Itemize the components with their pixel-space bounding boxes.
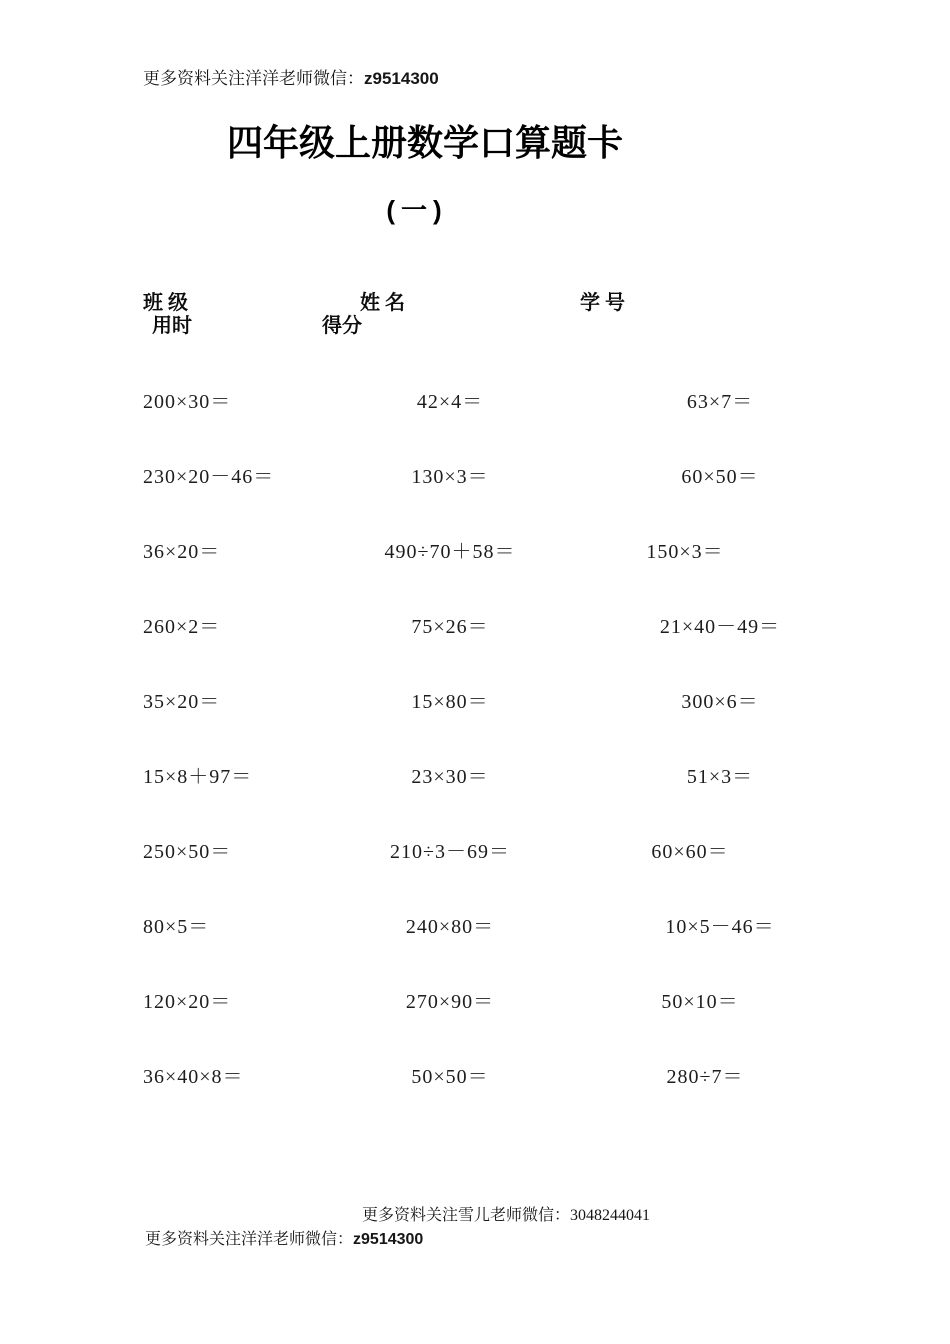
header-wechat-note [143,64,439,89]
footer-note1-code: 3048244041 [570,1207,651,1224]
problem-row [0,987,950,1017]
problem-row [0,462,950,492]
problem-cell: 60×60＝ [651,841,729,863]
problem-cell: 270×90＝ [405,991,495,1013]
problem-cell: 15×8＋97＝ [143,766,253,788]
footer-note2-code: z9514300 [353,1231,424,1248]
footer-wechat-note-yangyang [145,1226,423,1249]
name-label: 姓 名 [360,292,405,314]
problem-row [0,912,950,942]
problem-row [0,687,950,717]
time-used-label: 用时 [152,315,192,337]
problem-cell: 80×5＝ [143,916,210,938]
problem-row [0,762,950,792]
problem-cell: 21×40－49＝ [659,616,781,638]
problem-cell: 15×80＝ [411,691,489,713]
problem-cell: 51×3＝ [686,766,754,788]
problem-cell: 60×50＝ [681,466,759,488]
problem-row [0,1062,950,1092]
problem-cell: 260×2＝ [143,616,221,638]
problem-cell: 210÷3－69＝ [390,841,510,863]
problem-row [0,837,950,867]
problem-cell: 23×30＝ [411,766,489,788]
problem-cell: 50×10＝ [661,991,739,1013]
footer-note2-text: 更多资料关注洋洋老师微信： [145,1231,354,1248]
worksheet-subtitle: (一) [386,195,448,225]
problem-cell: 50×50＝ [411,1066,489,1088]
problem-cell: 63×7＝ [686,391,754,413]
problem-cell: 120×20＝ [143,991,232,1013]
footer-wechat-note-xueer [362,1202,650,1225]
problem-cell: 150×3＝ [646,541,724,563]
student-id-label: 学 号 [580,292,625,314]
problem-cell: 130×3＝ [411,466,489,488]
problem-cell: 240×80＝ [405,916,495,938]
problem-cell: 10×5－46＝ [665,916,775,938]
problem-cell: 36×20＝ [143,541,221,563]
problem-cell: 230×20－46＝ [143,466,275,488]
problem-cell: 250×50＝ [143,841,232,863]
problem-cell: 280÷7＝ [666,1066,744,1088]
header-note-text: 更多资料关注洋洋老师微信： [143,69,364,88]
problem-row [0,387,950,417]
problem-cell: 300×6＝ [681,691,759,713]
problem-cell: 35×20＝ [143,691,221,713]
problem-cell: 42×4＝ [416,391,484,413]
score-label: 得分 [322,315,362,337]
problem-cell: 36×40×8＝ [143,1066,244,1088]
worksheet-title: 四年级上册数学口算题卡 [226,122,623,163]
problem-row [0,537,950,567]
problem-row [0,612,950,642]
problem-cell: 490÷70＋58＝ [384,541,516,563]
class-label: 班 级 [143,292,188,314]
problem-cell: 200×30＝ [143,391,232,413]
problem-cell: 75×26＝ [411,616,489,638]
header-note-code: z9514300 [364,69,439,88]
footer-note1-text: 更多资料关注雪儿老师微信： [362,1207,571,1224]
